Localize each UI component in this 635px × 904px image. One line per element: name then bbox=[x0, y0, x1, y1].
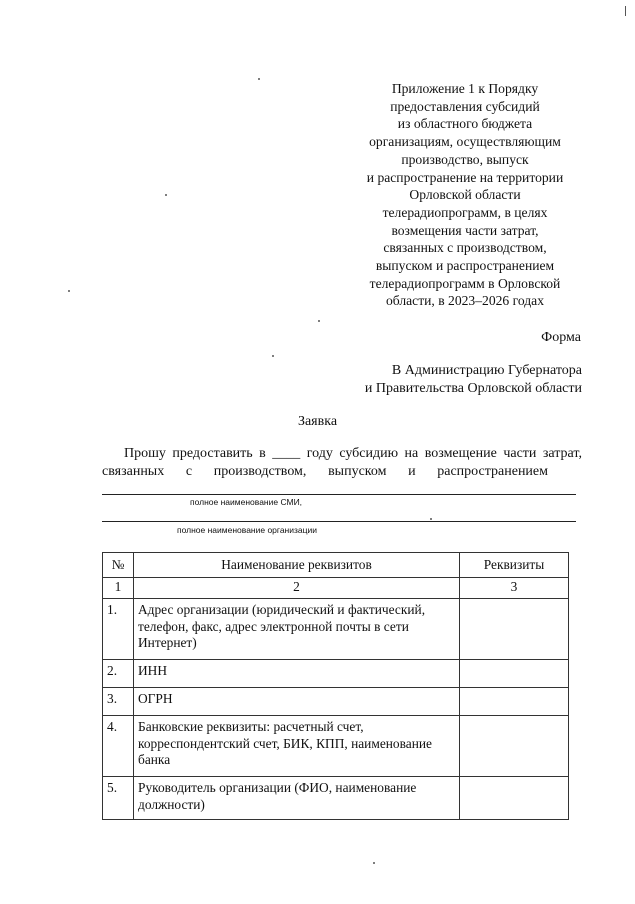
row-number: 3. bbox=[103, 688, 134, 716]
annex-line: связанных с производством, bbox=[383, 240, 547, 256]
table-header-row bbox=[103, 553, 569, 578]
request-word: связанных bbox=[102, 464, 165, 479]
annex-line: области, в 2023–2026 годах bbox=[385, 293, 544, 309]
scan-speck bbox=[165, 194, 167, 196]
annex-line: Приложение 1 к Порядку bbox=[391, 81, 539, 96]
year-blank: ____ bbox=[272, 446, 301, 461]
request-word: производством, bbox=[213, 464, 307, 479]
table-index-row bbox=[103, 578, 569, 599]
scan-speck bbox=[272, 355, 274, 357]
row-requisite-value[interactable] bbox=[460, 660, 569, 688]
request-word: в bbox=[259, 446, 266, 461]
form-label: Форма bbox=[541, 330, 581, 345]
annex-line: и распространение на территории bbox=[366, 169, 564, 185]
request-word: предоставить bbox=[172, 446, 253, 461]
index-cell: 2 bbox=[134, 578, 460, 599]
index-cell: 1 bbox=[103, 578, 134, 599]
annex-line: выпуском и распространением bbox=[375, 258, 555, 274]
request-word: выпуском bbox=[328, 464, 387, 479]
request-word: Прошу bbox=[124, 446, 166, 461]
request-word: части bbox=[503, 446, 537, 461]
annex-line: предоставления субсидий bbox=[390, 98, 540, 114]
row-number: 5. bbox=[103, 777, 134, 820]
row-requisite-name: ИНН bbox=[134, 660, 460, 688]
addressee-line: В Администрацию Губернатора bbox=[391, 363, 582, 378]
row-requisite-value[interactable] bbox=[460, 716, 569, 777]
media-name-fill-line bbox=[102, 494, 576, 495]
scan-speck bbox=[625, 6, 626, 16]
row-number: 4. bbox=[103, 716, 134, 777]
request-word: с bbox=[185, 464, 193, 479]
addressee-block bbox=[330, 362, 582, 398]
request-word: возмещение bbox=[424, 446, 497, 461]
row-requisite-name: Адрес организации (юридический и фактический, телефон, факс, адрес электронной почты в сети Интернет) bbox=[134, 599, 460, 660]
annex-line: из областного бюджета bbox=[397, 116, 533, 132]
header-requisite-name: Наименование реквизитов bbox=[134, 553, 460, 578]
org-name-caption: полное наименование организации bbox=[177, 525, 317, 535]
request-line-2 bbox=[102, 464, 548, 480]
row-requisite-name: Руководитель организации (ФИО, наименование должности) bbox=[134, 777, 460, 820]
row-requisite-value[interactable] bbox=[460, 599, 569, 660]
requisites-table bbox=[102, 552, 569, 820]
annex-note bbox=[330, 80, 600, 310]
org-name-fill-line bbox=[102, 521, 576, 522]
scan-speck bbox=[68, 290, 70, 292]
row-requisite-value[interactable] bbox=[460, 688, 569, 716]
request-word: субсидию bbox=[339, 446, 399, 461]
table-row bbox=[103, 716, 569, 777]
annex-line: телерадиопрограмм в Орловской bbox=[369, 275, 561, 291]
row-requisite-value[interactable] bbox=[460, 777, 569, 820]
row-requisite-name: ОГРН bbox=[134, 688, 460, 716]
annex-line: производство, выпуск bbox=[401, 151, 529, 167]
row-number: 1. bbox=[103, 599, 134, 660]
table-row bbox=[103, 777, 569, 820]
request-word: и bbox=[408, 464, 416, 479]
table-row bbox=[103, 660, 569, 688]
request-word: году bbox=[306, 446, 333, 461]
header-requisites: Реквизиты bbox=[460, 553, 569, 578]
scan-speck bbox=[318, 320, 320, 322]
request-word: распространением bbox=[437, 464, 548, 479]
addressee-line: и Правительства Орловской области bbox=[364, 381, 582, 396]
annex-line: организациям, осуществляющим bbox=[369, 134, 561, 150]
annex-line: возмещения части затрат, bbox=[391, 222, 539, 238]
table-row bbox=[103, 688, 569, 716]
request-word: затрат, bbox=[542, 446, 582, 461]
request-word: на bbox=[404, 446, 419, 461]
scan-speck bbox=[373, 862, 375, 864]
header-number: № bbox=[103, 553, 134, 578]
scan-speck bbox=[430, 518, 432, 520]
annex-line: Орловской области bbox=[409, 187, 521, 203]
row-requisite-name: Банковские реквизиты: расчетный счет, корреспондентский счет, БИК, КПП, наименование банка bbox=[134, 716, 460, 777]
media-name-caption: полное наименование СМИ, bbox=[190, 497, 303, 507]
request-line-1 bbox=[102, 446, 582, 462]
table-row bbox=[103, 599, 569, 660]
annex-line: телерадиопрограмм, в целях bbox=[382, 204, 548, 220]
scan-speck bbox=[258, 78, 260, 80]
row-number: 2. bbox=[103, 660, 134, 688]
index-cell: 3 bbox=[460, 578, 569, 599]
document-title: Заявка bbox=[297, 414, 338, 429]
